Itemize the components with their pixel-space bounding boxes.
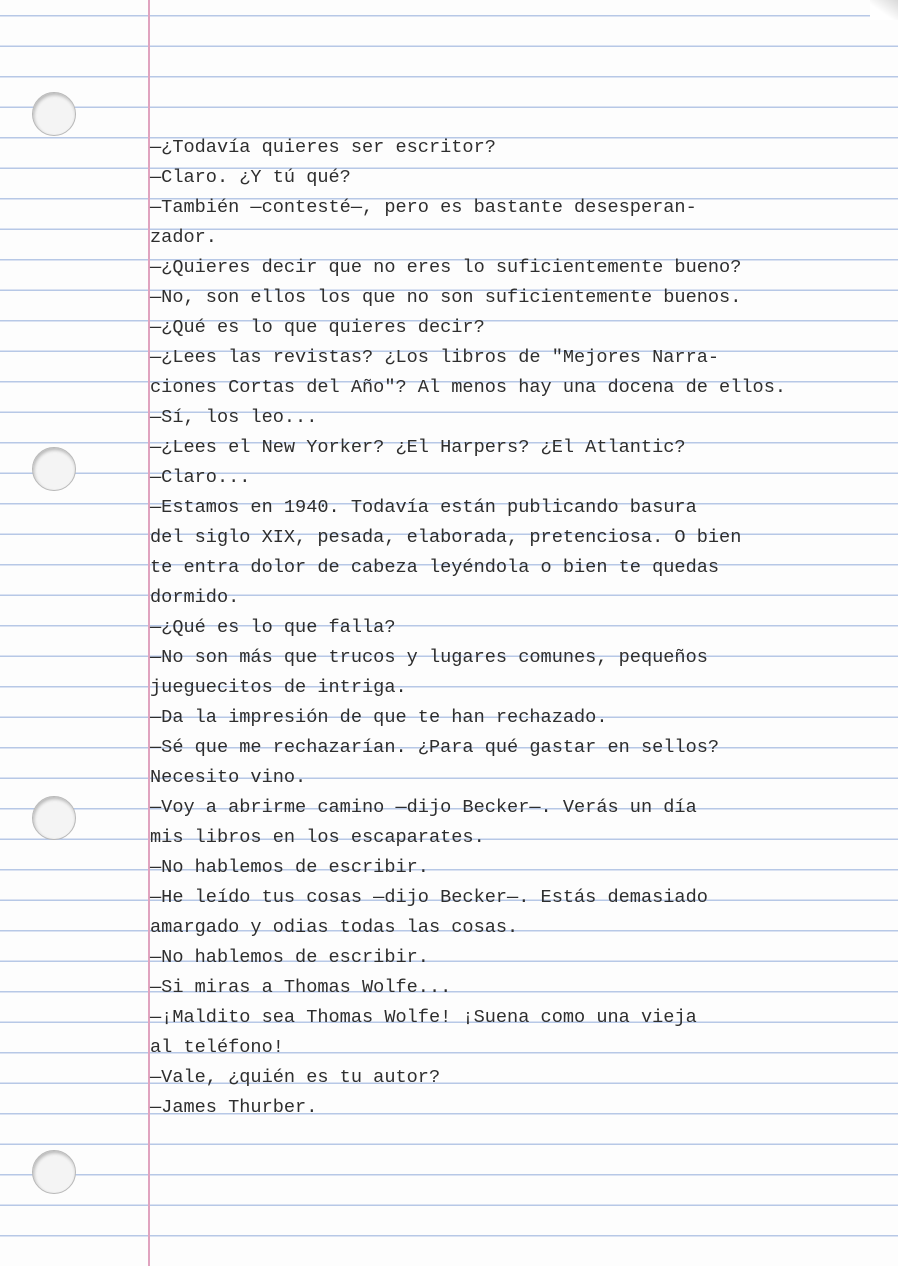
text-line: ciones Cortas del Año"? Al menos hay una docena de ellos. (150, 377, 787, 398)
text-line: —Si miras a Thomas Wolfe... (150, 977, 452, 998)
text-line: —Da la impresión de que te han rechazado. (150, 707, 608, 728)
text-line: —Claro... (150, 467, 251, 488)
text-line: al teléfono! (150, 1037, 284, 1058)
text-line: —¡Maldito sea Thomas Wolfe! ¡Suena como una vieja (150, 1007, 697, 1028)
text-line: dormido. (150, 587, 240, 608)
text-line: zador. (150, 227, 217, 248)
text-line: —Estamos en 1940. Todavía están publicando basura (150, 497, 697, 518)
page-corner-fold (870, 0, 898, 20)
text-line: del siglo XIX, pesada, elaborada, pretenciosa. O bien (150, 527, 742, 548)
text-line: —¿Quieres decir que no eres lo suficientemente bueno? (150, 257, 742, 278)
text-line: —He leído tus cosas —dijo Becker—. Estás demasiado (150, 887, 708, 908)
text-line: jueguecitos de intriga. (150, 677, 407, 698)
text-line: —Sé que me rechazarían. ¿Para qué gastar en sellos? (150, 737, 720, 758)
text-line: —No son más que trucos y lugares comunes, pequeños (150, 647, 708, 668)
text-line: —James Thurber. (150, 1097, 318, 1118)
text-line: —¿Qué es lo que falla? (150, 617, 396, 638)
typed-dialogue (150, 133, 895, 1123)
text-line: —¿Qué es lo que quieres decir? (150, 317, 485, 338)
text-line: —También —contesté—, pero es bastante desesperan- (150, 197, 697, 218)
text-line: —¿Lees el New Yorker? ¿El Harpers? ¿El Atlantic? (150, 437, 686, 458)
binder-hole (32, 447, 76, 491)
text-line: amargado y odias todas las cosas. (150, 917, 519, 938)
text-line: —¿Todavía quieres ser escritor? (150, 137, 496, 158)
text-line: —Vale, ¿quién es tu autor? (150, 1067, 441, 1088)
text-line: —No hablemos de escribir. (150, 947, 429, 968)
text-line: —Voy a abrirme camino —dijo Becker—. Verás un día (150, 797, 697, 818)
text-line: —No, son ellos los que no son suficientemente buenos. (150, 287, 742, 308)
binder-hole (32, 796, 76, 840)
binder-hole (32, 1150, 76, 1194)
binder-hole (32, 92, 76, 136)
text-line: —¿Lees las revistas? ¿Los libros de "Mejores Narra- (150, 347, 720, 368)
text-line: —Claro. ¿Y tú qué? (150, 167, 351, 188)
text-line: te entra dolor de cabeza leyéndola o bien te quedas (150, 557, 720, 578)
text-line: mis libros en los escaparates. (150, 827, 485, 848)
text-line: —Sí, los leo... (150, 407, 318, 428)
text-line: —No hablemos de escribir. (150, 857, 429, 878)
text-line: Necesito vino. (150, 767, 307, 788)
